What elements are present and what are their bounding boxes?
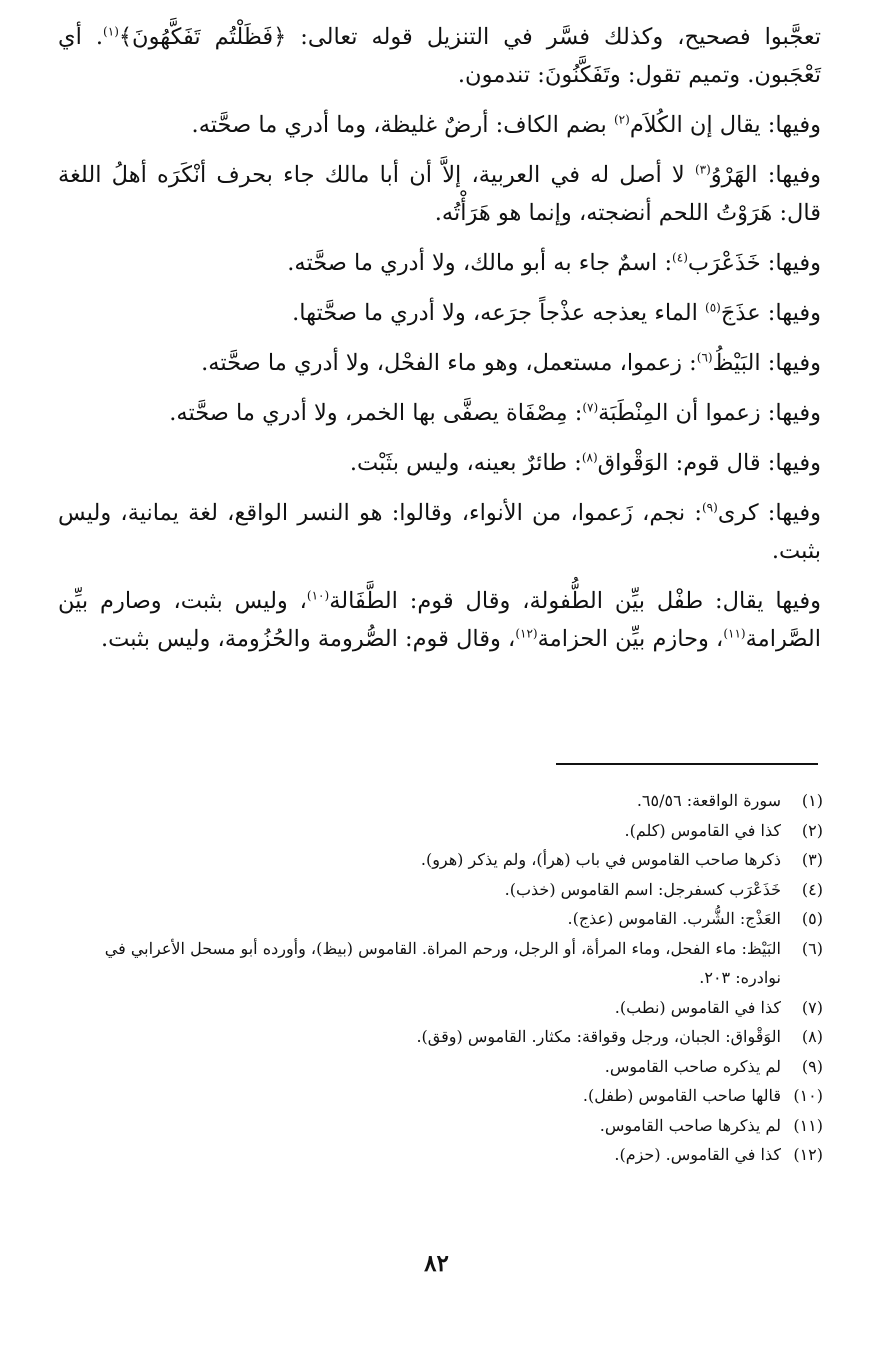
footnote-ref[interactable]: (٤) xyxy=(672,250,688,265)
footnote-ref[interactable]: (١) xyxy=(103,24,119,39)
footnote-number: (٦) xyxy=(801,938,823,958)
footnote-text: العَذْج: الشُّرب. القاموس (عذج). xyxy=(567,909,781,928)
paragraph xyxy=(58,444,821,482)
footnote-ref[interactable]: (١١) xyxy=(723,626,746,641)
footnote-text: كذا في القاموس. (حزم). xyxy=(614,1145,781,1164)
footnote xyxy=(55,875,823,905)
footnote-number: (١٠) xyxy=(793,1086,823,1105)
footnote xyxy=(55,1022,823,1052)
footnotes xyxy=(55,786,823,1170)
footnote-number: (٩) xyxy=(801,1056,823,1076)
footnote-ref[interactable]: (١٠) xyxy=(306,588,330,603)
page-number: ٨٢ xyxy=(424,1250,449,1277)
footnote-text: كذا في القاموس (نطب). xyxy=(614,997,781,1017)
footnote-number: (٨) xyxy=(801,1027,823,1046)
footnote-text: الوَقْواق: الجبان، ورجل وقواقة: مكثار. القاموس (وقق). xyxy=(416,1027,781,1046)
paragraph xyxy=(58,244,821,282)
footnote-ref[interactable]: (٨) xyxy=(581,450,598,465)
footnote-text: سورة الواقعة: ٦٥/٥٦. xyxy=(636,791,781,810)
text-run: . أي تَعْجَبون. وتميم تقول: وتَفَكَّنُونَ: تندمون. xyxy=(58,24,821,88)
text-run: : اسمٌ جاء به أبو مالك، ولا أدري ما صحَّته. xyxy=(287,250,673,276)
text-run: ، وليس بثبت، وصارم بيِّن الصَّرامة xyxy=(58,588,821,652)
footnote-text: البَيْظ: ماء الفحل، وماء المرأة، أو الرجل، ورحم المراة. القاموس (بيظ)، وأورده أبو مسحل الأعرابي في نوادره: ٢٠٣. xyxy=(104,938,781,987)
paragraph xyxy=(58,18,821,94)
text-run: : طائرٌ بعينه، وليس بثَبْت. xyxy=(349,450,582,476)
footnote xyxy=(55,816,823,846)
text-run: وفيها: قال قوم: الوَقْواق xyxy=(597,450,821,476)
text-run: : نجم، زَعموا، من الأنواء، وقالوا: هو النسر الواقع، لغة يمانية، وليس بثبت. xyxy=(58,500,821,564)
text-run: وفيها يقال: طفْل بيِّن الطُّفولة، وقال قوم: الطَّفَالة xyxy=(329,588,821,614)
footnote-ref[interactable]: (٢) xyxy=(613,112,630,127)
footnote-ref[interactable]: (٦) xyxy=(696,350,713,365)
footnote-number: (٣) xyxy=(801,850,823,869)
footnote-number: (١٢) xyxy=(793,1145,823,1164)
text-run: ، وقال قوم: الصُّرومة والحُزُومة، وليس بثبت. xyxy=(100,626,516,652)
footnote-ref[interactable]: (٧) xyxy=(582,400,599,415)
footnote-text: ذكرها صاحب القاموس في باب (هرأ)، ولم يذكر (هرو). xyxy=(420,850,781,869)
footnote-number: (٤) xyxy=(801,879,823,899)
text-run: : مِصْفَاة يصفَّى بها الخمر، ولا أدري ما صحَّته. xyxy=(169,400,583,426)
text-run: وفيها: خَذَعْرَب xyxy=(687,250,821,276)
footnote-number: (١) xyxy=(801,791,823,810)
footnote-text: لم يذكرها صاحب القاموس. xyxy=(599,1115,781,1135)
paragraph xyxy=(58,344,821,382)
footnote-ref[interactable]: (٩) xyxy=(701,500,718,515)
footnote-text: قالها صاحب القاموس (طفل). xyxy=(582,1086,781,1105)
paragraph xyxy=(58,156,821,232)
text-run: تعجَّبوا فصحيح، وكذلك فسَّر في التنزيل قوله تعالى: ﴿فَظَلْتُم تَفَكَّهُونَ﴾ xyxy=(118,24,821,50)
footnote xyxy=(55,786,823,816)
main-text xyxy=(58,18,821,670)
footnote xyxy=(55,934,823,993)
text-run: لا أصل له في العربية، إلاَّ أن أبا مالك جاء بحرف أنْكَرَه أهلُ اللغة قال: هَرَوْتُ اللحم أنضجته، وإنما هو هَرَأْتُه. xyxy=(58,162,821,226)
footnote xyxy=(55,993,823,1023)
footnote-divider xyxy=(556,763,818,765)
footnote xyxy=(55,1052,823,1082)
footnote-number: (٢) xyxy=(801,820,823,840)
footnote xyxy=(55,845,823,875)
footnote-ref[interactable]: (١٢) xyxy=(515,626,538,641)
footnote xyxy=(55,904,823,934)
text-run: وفيها: كرى xyxy=(717,500,822,526)
footnote xyxy=(55,1081,823,1111)
text-run: وفيها: الهَرْوُ xyxy=(710,162,821,188)
footnote-number: (٥) xyxy=(801,909,823,928)
text-run: وفيها: البَيْظُ xyxy=(712,350,821,376)
paragraph xyxy=(58,294,821,332)
paragraph xyxy=(58,494,821,570)
text-run: بضم الكاف: أرضٌ غليظة، وما أدري ما صحَّته. xyxy=(191,112,614,138)
paragraph xyxy=(58,394,821,432)
footnote-number: (١١) xyxy=(793,1115,823,1135)
footnote xyxy=(55,1111,823,1141)
footnote-text: لم يذكره صاحب القاموس. xyxy=(604,1056,781,1076)
footnote-number: (٧) xyxy=(801,997,823,1017)
paragraph xyxy=(58,582,821,658)
footnote-ref[interactable]: (٥) xyxy=(705,300,721,315)
text-run: وفيها: زعموا أن المِنْطَبَة xyxy=(598,400,821,426)
text-run: ، وحازم بيِّن الحزامة xyxy=(537,626,724,652)
text-run: : زعموا، مستعمل، وهو ماء الفحْل، ولا أدري ما صحَّته. xyxy=(201,350,697,376)
footnote-ref[interactable]: (٣) xyxy=(694,162,711,177)
footnote xyxy=(55,1140,823,1170)
footnote-text: خَذَعْرَب كسفرجل: اسم القاموس (خذب). xyxy=(504,879,781,899)
text-run: الماء يعذجه عذْجاً جرَعه، ولا أدري ما صحَّتها. xyxy=(292,300,706,326)
paragraph xyxy=(58,106,821,144)
text-run: وفيها: يقال إن الكُلاَم xyxy=(629,112,821,138)
text-run: وفيها: عذَجَ xyxy=(720,300,821,326)
footnote-text: كذا في القاموس (كلم). xyxy=(624,820,781,840)
